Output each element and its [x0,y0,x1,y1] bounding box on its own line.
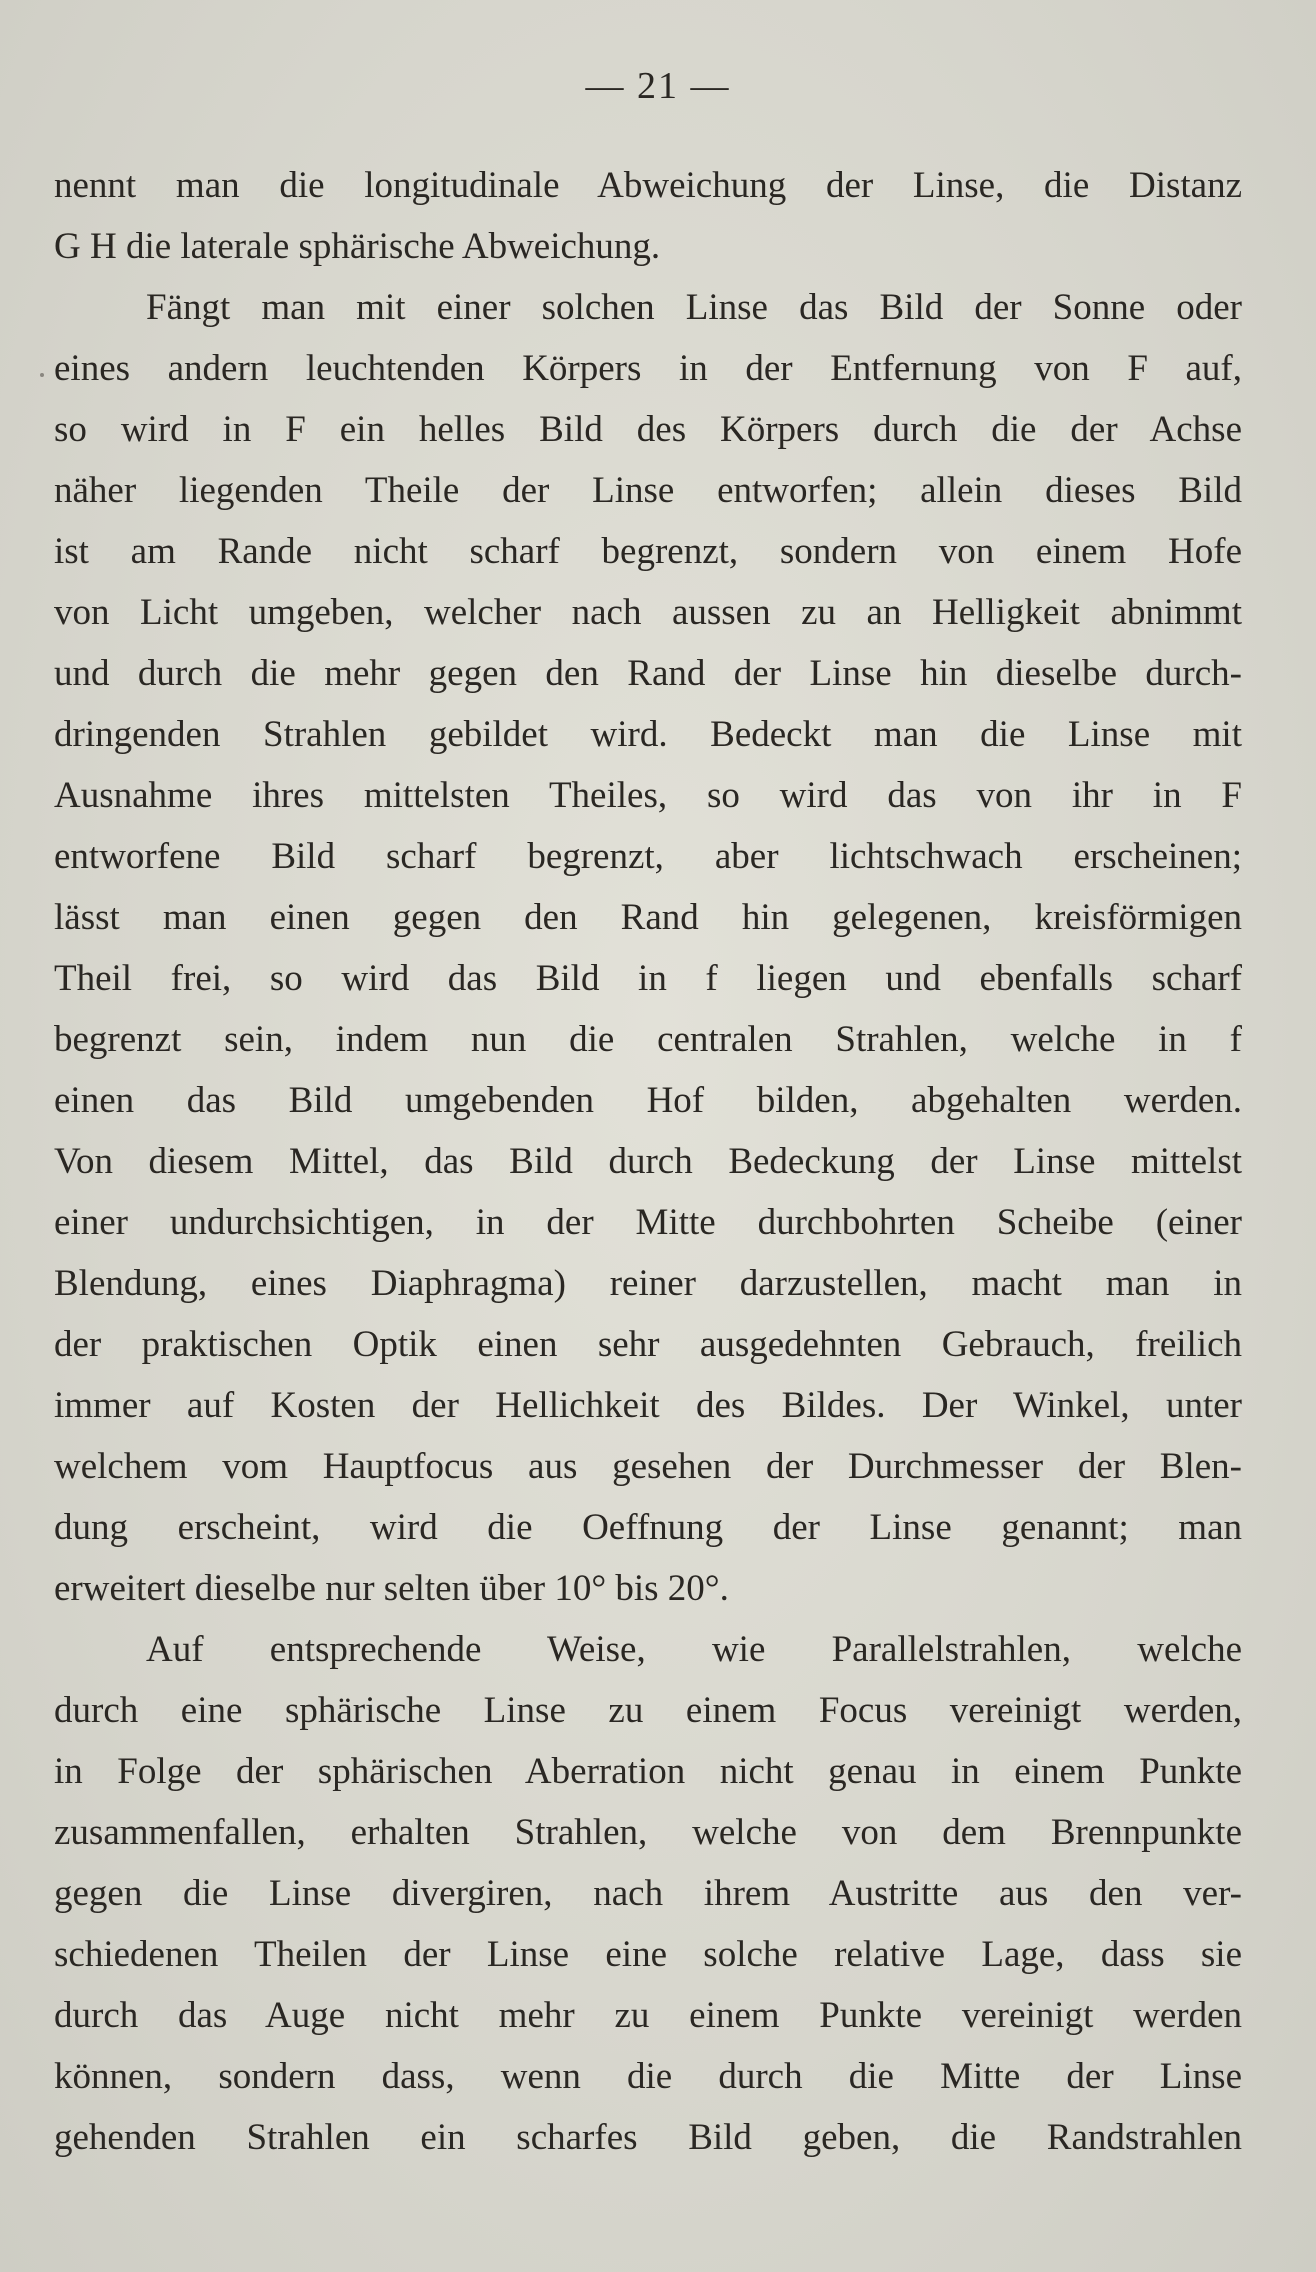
text-line: schiedenen Theilen der Linse eine solche relative Lage, dass sie [54,1934,1242,1975]
text-line: näher liegenden Theile der Linse entworfen; allein dieses Bild [54,470,1242,511]
text-line: gegen die Linse divergiren, nach ihrem Austritte aus den ver- [54,1873,1242,1914]
text-line: so wird in F ein helles Bild des Körpers durch die der Achse [54,409,1242,450]
text-line: lässt man einen gegen den Rand hin gelegenen, kreisförmigen [54,897,1242,938]
text-line: in Folge der sphärischen Aberration nicht genau in einem Punkte [54,1751,1242,1792]
text-line: Von diesem Mittel, das Bild durch Bedeckung der Linse mittelst [54,1141,1242,1182]
text-line: zusammenfallen, erhalten Strahlen, welche von dem Brennpunkte [54,1812,1242,1853]
text-line: Theil frei, so wird das Bild in f liegen und ebenfalls scharf [54,958,1242,999]
text-line: begrenzt sein, indem nun die centralen Strahlen, welche in f [54,1019,1242,1060]
text-line: und durch die mehr gegen den Rand der Linse hin dieselbe durch- [54,653,1242,694]
text-line: entworfene Bild scharf begrenzt, aber lichtschwach erscheinen; [54,836,1242,877]
text-line: welchem vom Hauptfocus aus gesehen der Durchmesser der Blen- [54,1446,1242,1487]
text-line: ist am Rande nicht scharf begrenzt, sondern von einem Hofe [54,531,1242,572]
text-line: immer auf Kosten der Hellichkeit des Bildes. Der Winkel, unter [54,1385,1242,1426]
text-line: Blendung, eines Diaphragma) reiner darzustellen, macht man in [54,1263,1242,1304]
text-line: einen das Bild umgebenden Hof bilden, abgehalten werden. [54,1080,1242,1121]
text-line: der praktischen Optik einen sehr ausgedehnten Gebrauch, freilich [54,1324,1242,1365]
text-line: durch das Auge nicht mehr zu einem Punkte vereinigt werden [54,1995,1242,2036]
text-line: Auf entsprechende Weise, wie Parallelstrahlen, welche [146,1629,1242,1670]
text-line: können, sondern dass, wenn die durch die Mitte der Linse [54,2056,1242,2097]
page-number-header: — 21 — [585,65,731,107]
text-line: dringenden Strahlen gebildet wird. Bedeckt man die Linse mit [54,714,1242,755]
text-line: erweitert dieselbe nur selten über 10° bis 20°. [54,1568,729,1609]
text-line: durch eine sphärische Linse zu einem Focus vereinigt werden, [54,1690,1242,1731]
text-line: von Licht umgeben, welcher nach aussen zu an Helligkeit abnimmt [54,592,1242,633]
text-line: gehenden Strahlen ein scharfes Bild geben, die Randstrahlen [54,2117,1242,2158]
margin-mark [40,373,44,377]
text-line: dung erscheint, wird die Oeffnung der Linse genannt; man [54,1507,1242,1548]
text-line: G H die laterale sphärische Abweichung. [54,226,661,267]
text-line: einer undurchsichtigen, in der Mitte durchbohrten Scheibe (einer [54,1202,1242,1243]
text-line: eines andern leuchtenden Körpers in der Entfernung von F auf, [54,348,1242,389]
text-line: nennt man die longitudinale Abweichung der Linse, die Distanz [54,165,1242,206]
text-line: Fängt man mit einer solchen Linse das Bild der Sonne oder [146,287,1242,328]
text-line: Ausnahme ihres mittelsten Theiles, so wird das von ihr in F [54,775,1242,816]
body-text [54,155,1242,2168]
